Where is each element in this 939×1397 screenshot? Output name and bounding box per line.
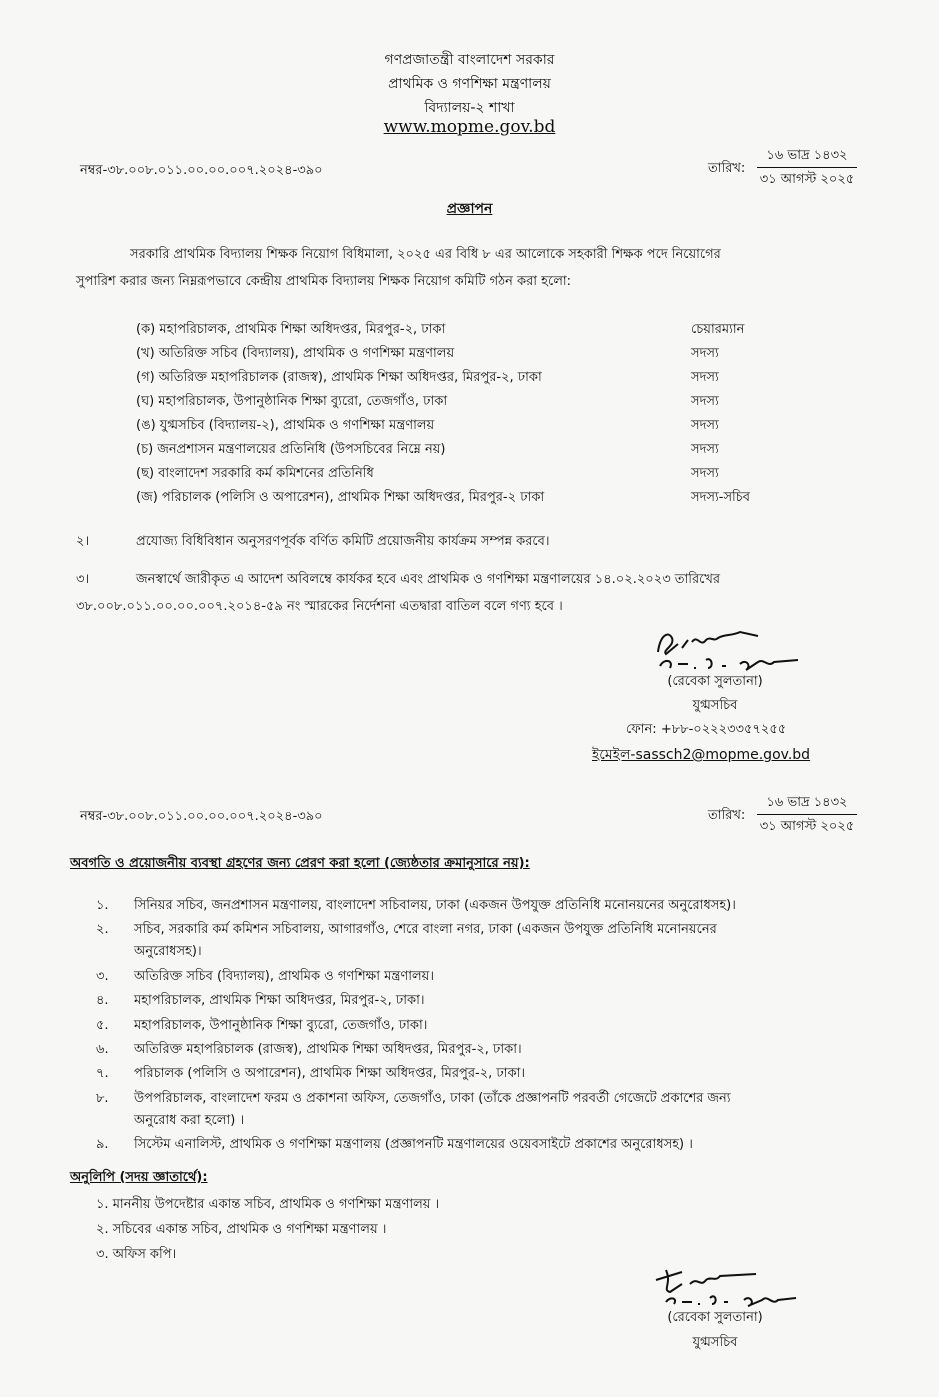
signer-2-designation: যুগ্মসচিব [692,1335,738,1350]
copy-item: ২. সচিবের একান্ত সচিব, প্রাথমিক ও গণশিক্ষা মন্ত্রণালয় । [96,1222,387,1237]
date-label: তারিখ: [708,161,746,176]
section-name: বিদ্যালয়-২ শাখা [424,100,515,116]
distribution-number: ১. [96,898,109,913]
distribution-item-cont: অনুরোধসহ)। [134,944,202,959]
committee-member: (জ) পরিচালক (পলিসি ও অপারেশন), প্রাথমিক শিক্ষা অধিদপ্তর, মিরপুর-২ ঢাকা [136,490,545,505]
distribution-item: পরিচালক (পলিসি ও অপারেশন), প্রাথমিক শিক্ষা অধিদপ্তর, মিরপুর-২, ঢাকা। [134,1066,526,1081]
copy-item: ৩. অফিস কপি। [96,1247,177,1262]
date-2-bangla: ১৬ ভাদ্র ১৪৩২ [757,793,857,815]
intro-line-1: সরকারি প্রাথমিক বিদ্যালয় শিক্ষক নিয়োগ বিধিমালা, ২০২৫ এর বিধি ৮ এর আলোকে সহকারী শিক্ষক পদে নিয়োগের [130,247,721,262]
govt-name: গণপ্রজাতন্ত্রী বাংলাদেশ সরকার [384,52,555,68]
committee-role: সদস্য-সচিব [691,490,751,505]
intro-line-2: সুপারিশ করার জন্য নিম্নরূপভাবে কেন্দ্রীয় প্রাথমিক বিদ্যালয় শিক্ষক নিয়োগ কমিটি গঠন করা হলো: [76,274,572,289]
email-link[interactable]: ইমেইল-sassch2@mopme.gov.bd [592,747,811,763]
distribution-item: উপপরিচালক, বাংলাদেশ ফরম ও প্রকাশনা অফিস, তেজগাঁও, ঢাকা (তাঁকে প্রজ্ঞাপনটি পরবর্তী গেজেটে প্রকাশের জন্য [134,1091,731,1106]
distribution-number: ২. [96,922,109,937]
distribution-number: ৯. [96,1137,109,1152]
committee-role: সদস্য [691,394,719,409]
distribution-item: অতিরিক্ত মহাপরিচালক (রাজস্ব), প্রাথমিক শিক্ষা অধিদপ্তর, মিরপুর-২, ঢাকা। [134,1042,522,1057]
distribution-number: ৪. [96,993,109,1008]
para-2-text: প্রযোজ্য বিধিবিধান অনুসরণপূর্বক বর্ণিত কমিটি প্রয়োজনীয় কার্যক্রম সম্পন্ন করবে। [136,534,550,549]
distribution-item: সিস্টেম এনালিস্ট, প্রাথমিক ও গণশিক্ষা মন্ত্রণালয় (প্রজ্ঞাপনটি মন্ত্রণালয়ের ওয়েবসাইটে প্রকাশের অনুরোধসহ) । [134,1137,693,1152]
phone-number: ফোন: +৮৮-০২২২৩৩৫৭২৫৫ [626,722,787,737]
document-title: প্রজ্ঞাপন [446,201,493,217]
para-3-line-1: জনস্বার্থে জারীকৃত এ আদেশ অবিলম্বে কার্যকর হবে এবং প্রাথমিক ও গণশিক্ষা মন্ত্রণালয়ের ১৪.০২.২০২৩ তারিখের [136,572,721,587]
committee-member: (ছ) বাংলাদেশ সরকারি কর্ম কমিশনের প্রতিনিধি [136,466,374,481]
signature-image-2 [648,1262,818,1312]
distribution-item-cont: অনুরোধ করা হলো) । [134,1113,245,1128]
distribution-number: ৬. [96,1042,109,1057]
signer-name: (রেবেকা সুলতানা) [667,674,763,689]
committee-member: (ক) মহাপরিচালক, প্রাথমিক শিক্ষা অধিদপ্তর, মিরপুর-২, ঢাকা [136,322,446,337]
committee-member: (চ) জনপ্রশাসন মন্ত্রণালয়ের প্রতিনিধি (উপসচিবের নিম্নে নয়) [136,442,446,457]
copy-item: ১. মাননীয় উপদেষ্টার একান্ত সচিব, প্রাথমিক ও গণশিক্ষা মন্ত্রণালয় । [96,1197,440,1212]
date-2-label: তারিখ: [708,808,746,823]
signer-designation: যুগ্মসচিব [692,698,738,713]
committee-role: সদস্য [691,442,719,457]
distribution-item: মহাপরিচালক, উপানুষ্ঠানিক শিক্ষা ব্যুরো, তেজগাঁও, ঢাকা। [134,1018,428,1033]
date-bangla: ১৬ ভাদ্র ১৪৩২ [757,146,857,168]
para-3-line-2: ৩৮.০০৮.০১১.০০.০০.০০৭.২০১৪-৫৯ নং স্মারকের নির্দেশনা এতদ্বারা বাতিল বলে গণ্য হবে । [76,599,563,614]
memo-number: নম্বর-৩৮.০০৮.০১১.০০.০০.০০৭.২০২৪-৩৯০ [80,163,323,178]
website-row [0,117,939,137]
committee-role: সদস্য [691,346,719,361]
committee-role: সদস্য [691,418,719,433]
copy-heading: অনুলিপি (সদয় জ্ঞাতার্থে): [70,1170,208,1185]
distribution-heading: অবগতি ও প্রয়োজনীয় ব্যবস্থা গ্রহণের জন্য প্রেরণ করা হলো (জ্যেষ্ঠতার ক্রমানুসারে নয়): [70,856,530,871]
para-2-number: ২। [76,534,90,549]
date-gregorian: ৩১ আগস্ট ২০২৫ [759,172,855,187]
ministry-name: প্রাথমিক ও গণশিক্ষা মন্ত্রণালয় [388,76,551,92]
committee-role: সদস্য [691,466,719,481]
distribution-number: ৭. [96,1066,109,1081]
committee-member: (খ) অতিরিক্ত সচিব (বিদ্যালয়), প্রাথমিক ও গণশিক্ষা মন্ত্রণালয় [136,346,455,361]
signature-image [648,622,818,678]
distribution-item: সিনিয়র সচিব, জনপ্রশাসন মন্ত্রণালয়, বাংলাদেশ সচিবালয়, ঢাকা (একজন উপযুক্ত প্রতিনিধি মনোনয়নের অনুরোধসহ)। [134,898,736,913]
committee-member: (গ) অতিরিক্ত মহাপরিচালক (রাজস্ব), প্রাথমিক শিক্ষা অধিদপ্তর, মিরপুর-২, ঢাকা [136,370,542,385]
distribution-number: ৩. [96,969,109,984]
committee-role: সদস্য [691,370,719,385]
distribution-number: ৮. [96,1091,109,1106]
date-2-gregorian: ৩১ আগস্ট ২০২৫ [759,819,855,834]
website-link[interactable]: www.mopme.gov.bd [383,117,556,137]
distribution-item: অতিরিক্ত সচিব (বিদ্যালয়), প্রাথমিক ও গণশিক্ষা মন্ত্রণালয়। [134,969,434,984]
memo-2-number: নম্বর-৩৮.০০৮.০১১.০০.০০.০০৭.২০২৪-৩৯০ [80,809,323,824]
para-3-number: ৩। [76,572,90,587]
signer-2-name: (রেবেকা সুলতানা) [667,1310,763,1325]
distribution-item: মহাপরিচালক, প্রাথমিক শিক্ষা অধিদপ্তর, মিরপুর-২, ঢাকা। [134,993,425,1008]
distribution-item: সচিব, সরকারি কর্ম কমিশন সচিবালয়, আগারগাঁও, শেরে বাংলা নগর, ঢাকা (একজন উপযুক্ত প্রতিনিধি মনোনয়নের [134,922,717,937]
committee-member: (ঘ) মহাপরিচালক, উপানুষ্ঠানিক শিক্ষা ব্যুরো, তেজগাঁও, ঢাকা [136,394,448,409]
committee-member: (ঙ) যুগ্মসচিব (বিদ্যালয়-২), প্রাথমিক ও গণশিক্ষা মন্ত্রণালয় [136,418,435,433]
distribution-number: ৫. [96,1018,109,1033]
committee-role: চেয়ারম্যান [691,322,745,337]
